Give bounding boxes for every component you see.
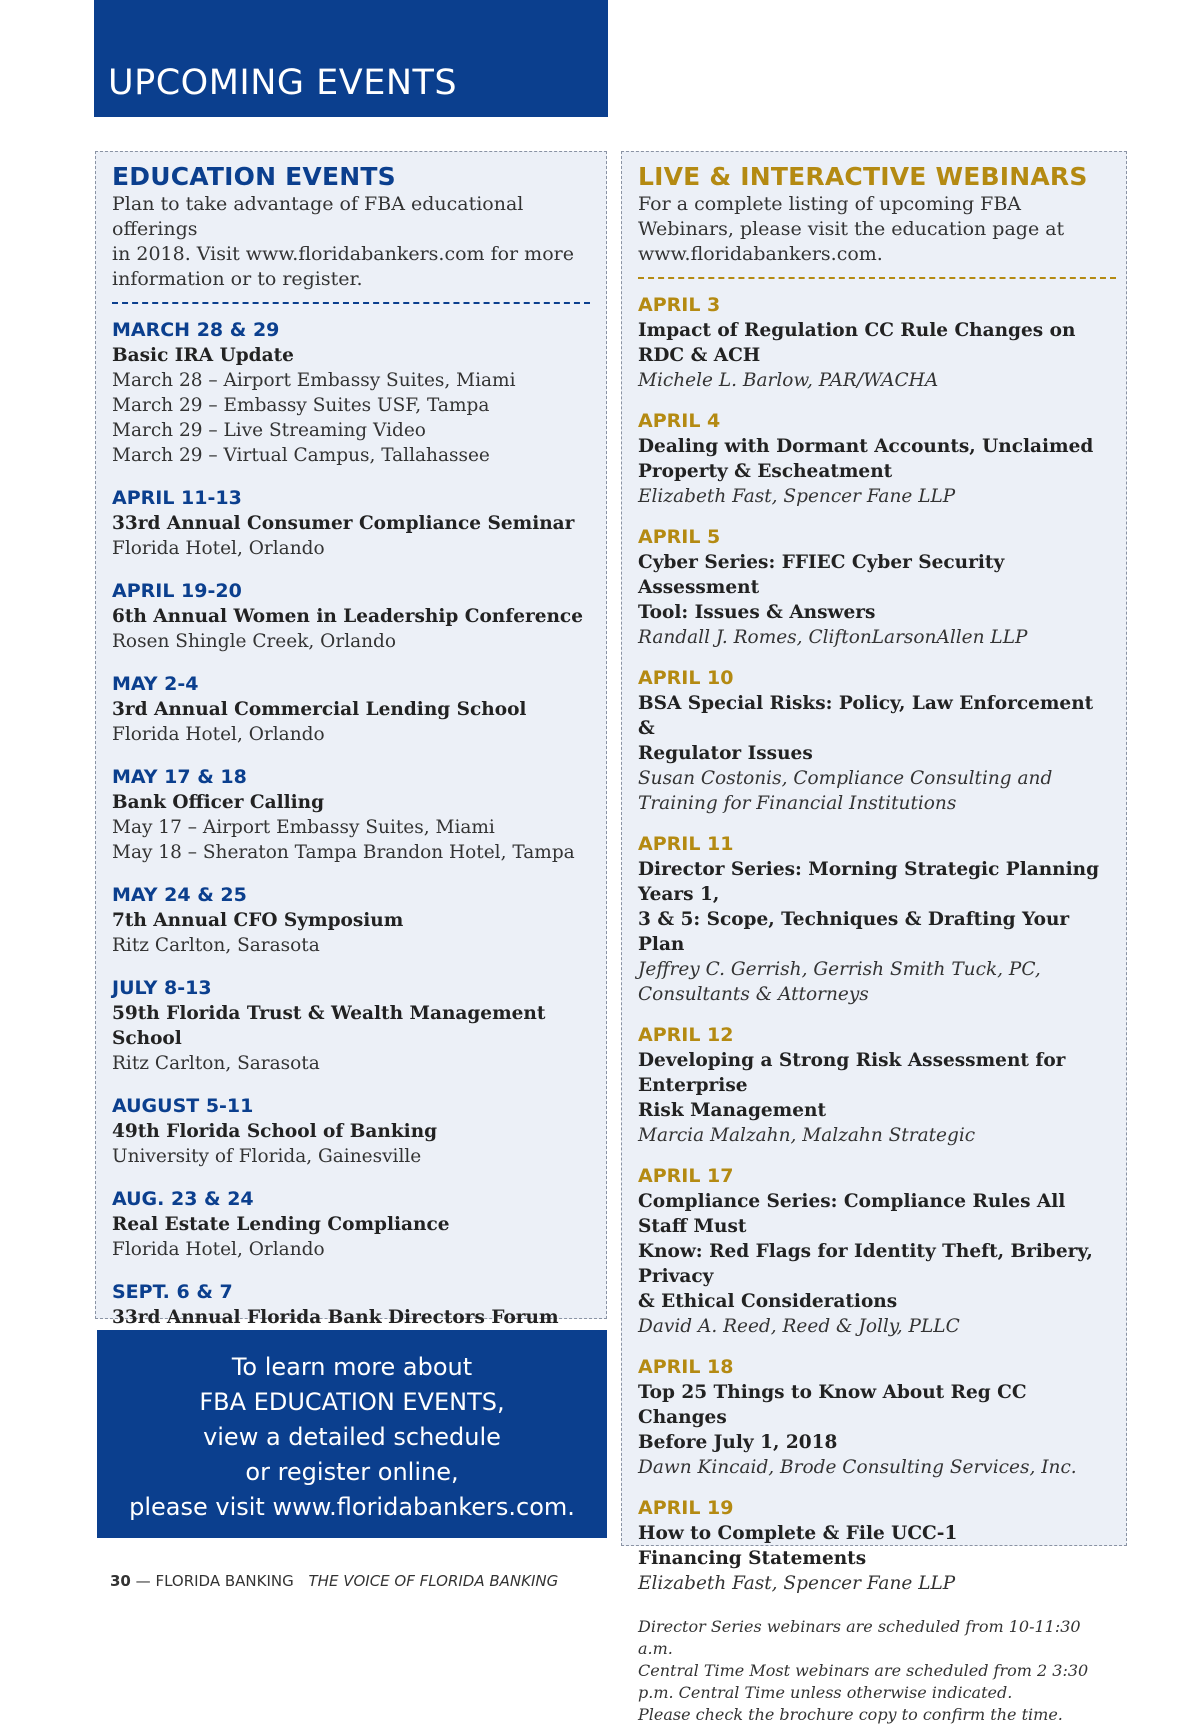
- event-date: APRIL 19-20: [112, 580, 242, 602]
- webinar-name-line: Before July 1, 2018: [638, 1432, 838, 1453]
- note-line: Central Time Most webinars are scheduled from 2 3:30: [638, 1661, 1089, 1680]
- webinar-speaker: Marcia Malzahn, Malzahn Strategic: [638, 1125, 976, 1146]
- webinar-date: APRIL 11: [638, 833, 734, 855]
- webinar-name: [638, 857, 1116, 957]
- event-date: MAY 2-4: [112, 673, 199, 695]
- event-date: AUGUST 5-11: [112, 1095, 254, 1117]
- webinar-date: APRIL 4: [638, 410, 721, 432]
- webinars-title: LIVE & INTERACTIVE WEBINARS: [638, 162, 1088, 191]
- webinar-name-line: Director Series: Morning Strategic Planning Years 1,: [638, 859, 1100, 905]
- webinar-date: APRIL 17: [638, 1165, 734, 1187]
- event-name: Real Estate Lending Compliance: [112, 1214, 450, 1235]
- webinar-name-line: Financing Statements: [638, 1548, 867, 1569]
- webinar-date: APRIL 10: [638, 667, 734, 689]
- divider: [112, 302, 590, 304]
- event-item: [112, 1187, 590, 1262]
- webinar-name-line: Tool: Issues & Answers: [638, 602, 876, 623]
- event-location: March 29 – Virtual Campus, Tallahassee: [112, 445, 490, 466]
- note-line: p.m. Central Time unless otherwise indicated.: [638, 1683, 1013, 1702]
- event-name: 7th Annual CFO Symposium: [112, 910, 404, 931]
- page-title: UPCOMING EVENTS: [108, 63, 458, 103]
- event-location: University of Florida, Gainesville: [112, 1146, 422, 1167]
- event-item: [112, 765, 590, 865]
- webinar-name-line: Top 25 Things to Know About Reg CC Changes: [638, 1382, 1027, 1428]
- event-name: Bank Officer Calling: [112, 792, 325, 813]
- magazine-tagline: THE VOICE OF FLORIDA BANKING: [308, 1572, 559, 1590]
- webinar-speaker: Elizabeth Fast, Spencer Fane LLP: [638, 486, 956, 507]
- webinar-speaker: Dawn Kincaid, Brode Consulting Services, Inc.: [638, 1457, 1077, 1478]
- webinar-name-line: Impact of Regulation CC Rule Changes on: [638, 320, 1076, 341]
- callout-line: FBA EDUCATION EVENTS,: [199, 1388, 505, 1416]
- event-item: [112, 976, 590, 1076]
- webinar-name-line: Compliance Series: Compliance Rules All Staff Must: [638, 1191, 1066, 1237]
- event-date: MARCH 28 & 29: [112, 319, 280, 341]
- event-date: MAY 17 & 18: [112, 766, 247, 788]
- intro-line: in 2018. Visit www.floridabankers.com for more: [112, 243, 574, 265]
- webinar-name: [638, 1521, 1116, 1571]
- webinar-item: [638, 1355, 1116, 1480]
- education-title: EDUCATION EVENTS: [112, 162, 396, 191]
- event-date: AUG. 23 & 24: [112, 1188, 254, 1210]
- webinar-item: [638, 832, 1116, 1007]
- event-name: 59th Florida Trust & Wealth Management School: [112, 1003, 546, 1049]
- event-item: [112, 1094, 590, 1169]
- webinar-date: APRIL 3: [638, 294, 721, 316]
- webinar-speaker-line: Susan Costonis, Compliance Consulting and: [638, 768, 1053, 789]
- webinar-name: [638, 1048, 1116, 1123]
- event-location: Rosen Shingle Creek, Orlando: [112, 631, 397, 652]
- webinar-date: APRIL 12: [638, 1024, 734, 1046]
- intro-line: Plan to take advantage of FBA educational offerings: [112, 193, 524, 240]
- event-location: March 28 – Airport Embassy Suites, Miami: [112, 370, 516, 391]
- webinar-name-line: Know: Red Flags for Identity Theft, Bribery, Privacy: [638, 1241, 1093, 1287]
- webinar-name-line: RDC & ACH: [638, 345, 761, 366]
- callout-line: or register online,: [245, 1458, 459, 1486]
- footer-separator: —: [135, 1572, 151, 1590]
- webinar-name-line: Cyber Series: FFIEC Cyber Security Assessment: [638, 552, 1005, 598]
- webinars-intro: [638, 192, 1116, 267]
- education-events-panel: [95, 151, 607, 1328]
- webinar-name-line: 3 & 5: Scope, Techniques & Drafting Your Plan: [638, 909, 1070, 955]
- intro-line: Webinars, please visit the education page at: [638, 218, 1065, 240]
- webinar-name-line: BSA Special Risks: Policy, Law Enforcement &: [638, 693, 1094, 739]
- webinar-speaker: Randall J. Romes, CliftonLarsonAllen LLP: [638, 627, 1028, 648]
- event-name: 33rd Annual Consumer Compliance Seminar: [112, 513, 575, 534]
- webinar-speaker: [638, 957, 1116, 1007]
- webinar-name: [638, 550, 1116, 625]
- event-location: Ritz Carlton, Sarasota: [112, 1053, 320, 1074]
- webinar-item: [638, 525, 1116, 650]
- note-line: Director Series webinars are scheduled from 10-11:30 a.m.: [638, 1617, 1081, 1658]
- event-date: MAY 24 & 25: [112, 884, 247, 906]
- event-name: 3rd Annual Commercial Lending School: [112, 699, 527, 720]
- webinar-date: APRIL 18: [638, 1356, 734, 1378]
- event-date: JULY 8-13: [112, 977, 212, 999]
- learn-more-callout: [97, 1330, 607, 1538]
- event-name: 33rd Annual Florida Bank Directors Forum: [112, 1307, 559, 1328]
- webinar-item: [638, 293, 1116, 393]
- callout-line: please visit www.floridabankers.com.: [129, 1493, 575, 1521]
- webinar-speaker: Elizabeth Fast, Spencer Fane LLP: [638, 1573, 956, 1594]
- event-item: [112, 672, 590, 747]
- webinar-name: [638, 434, 1116, 484]
- webinar-item: [638, 1164, 1116, 1339]
- event-item: [112, 318, 590, 468]
- webinar-name-line: Regulator Issues: [638, 743, 813, 764]
- webinar-name: [638, 691, 1116, 766]
- intro-line: www.floridabankers.com.: [638, 243, 883, 265]
- webinar-name-line: How to Complete & File UCC-1: [638, 1523, 958, 1544]
- webinar-item: [638, 409, 1116, 509]
- webinar-date: APRIL 19: [638, 1497, 734, 1519]
- webinar-name-line: Dealing with Dormant Accounts, Unclaimed: [638, 436, 1094, 457]
- webinar-speaker-line: Consultants & Attorneys: [638, 984, 869, 1005]
- event-location: Florida Hotel, Orlando: [112, 538, 325, 559]
- event-location: Ritz Carlton, Sarasota: [112, 935, 320, 956]
- webinar-item: [638, 666, 1116, 816]
- schedule-note: [638, 1616, 1116, 1726]
- page-footer: [110, 1572, 558, 1590]
- webinar-name-line: & Ethical Considerations: [638, 1291, 898, 1312]
- event-location: May 17 – Airport Embassy Suites, Miami: [112, 817, 495, 838]
- event-item: [112, 486, 590, 561]
- webinar-speaker: [638, 766, 1116, 816]
- webinar-name: [638, 318, 1116, 368]
- webinar-speaker-line: Jeffrey C. Gerrish, Gerrish Smith Tuck, PC,: [638, 959, 1041, 980]
- intro-line: information or to register.: [112, 268, 363, 290]
- event-location: Florida Hotel, Orlando: [112, 1239, 325, 1260]
- callout-line: view a detailed schedule: [203, 1423, 501, 1451]
- webinar-name-line: Risk Management: [638, 1100, 827, 1121]
- event-location: Florida Hotel, Orlando: [112, 724, 325, 745]
- education-intro: [112, 192, 590, 292]
- webinar-speaker: Michele L. Barlow, PAR/WACHA: [638, 370, 939, 391]
- page-number: 30: [110, 1572, 131, 1590]
- intro-line: For a complete listing of upcoming FBA: [638, 193, 1022, 215]
- webinar-item: [638, 1023, 1116, 1148]
- callout-line: To learn more about: [231, 1353, 473, 1381]
- header-banner: [94, 0, 608, 117]
- divider: [638, 277, 1116, 279]
- event-item: [112, 579, 590, 654]
- webinar-name-line: Property & Escheatment: [638, 461, 893, 482]
- webinar-name: [638, 1380, 1116, 1455]
- webinar-name-line: Developing a Strong Risk Assessment for Enterprise: [638, 1050, 1066, 1096]
- event-location: March 29 – Live Streaming Video: [112, 420, 426, 441]
- note-line: Please check the brochure copy to confirm the time.: [638, 1705, 1063, 1724]
- webinar-name: [638, 1189, 1116, 1314]
- event-name: Basic IRA Update: [112, 345, 294, 366]
- event-location: March 29 – Embassy Suites USF, Tampa: [112, 395, 490, 416]
- webinar-date: APRIL 5: [638, 526, 721, 548]
- magazine-name: FLORIDA BANKING: [155, 1572, 294, 1590]
- event-item: [112, 883, 590, 958]
- event-location: May 18 – Sheraton Tampa Brandon Hotel, Tampa: [112, 842, 575, 863]
- event-name: 49th Florida School of Banking: [112, 1121, 438, 1142]
- webinars-panel: [621, 151, 1127, 1724]
- webinar-speaker: David A. Reed, Reed & Jolly, PLLC: [638, 1316, 960, 1337]
- webinar-item: [638, 1496, 1116, 1596]
- event-date: SEPT. 6 & 7: [112, 1281, 233, 1303]
- webinar-speaker-line: Training for Financial Institutions: [638, 793, 957, 814]
- event-date: APRIL 11-13: [112, 487, 242, 509]
- event-name: 6th Annual Women in Leadership Conference: [112, 606, 583, 627]
